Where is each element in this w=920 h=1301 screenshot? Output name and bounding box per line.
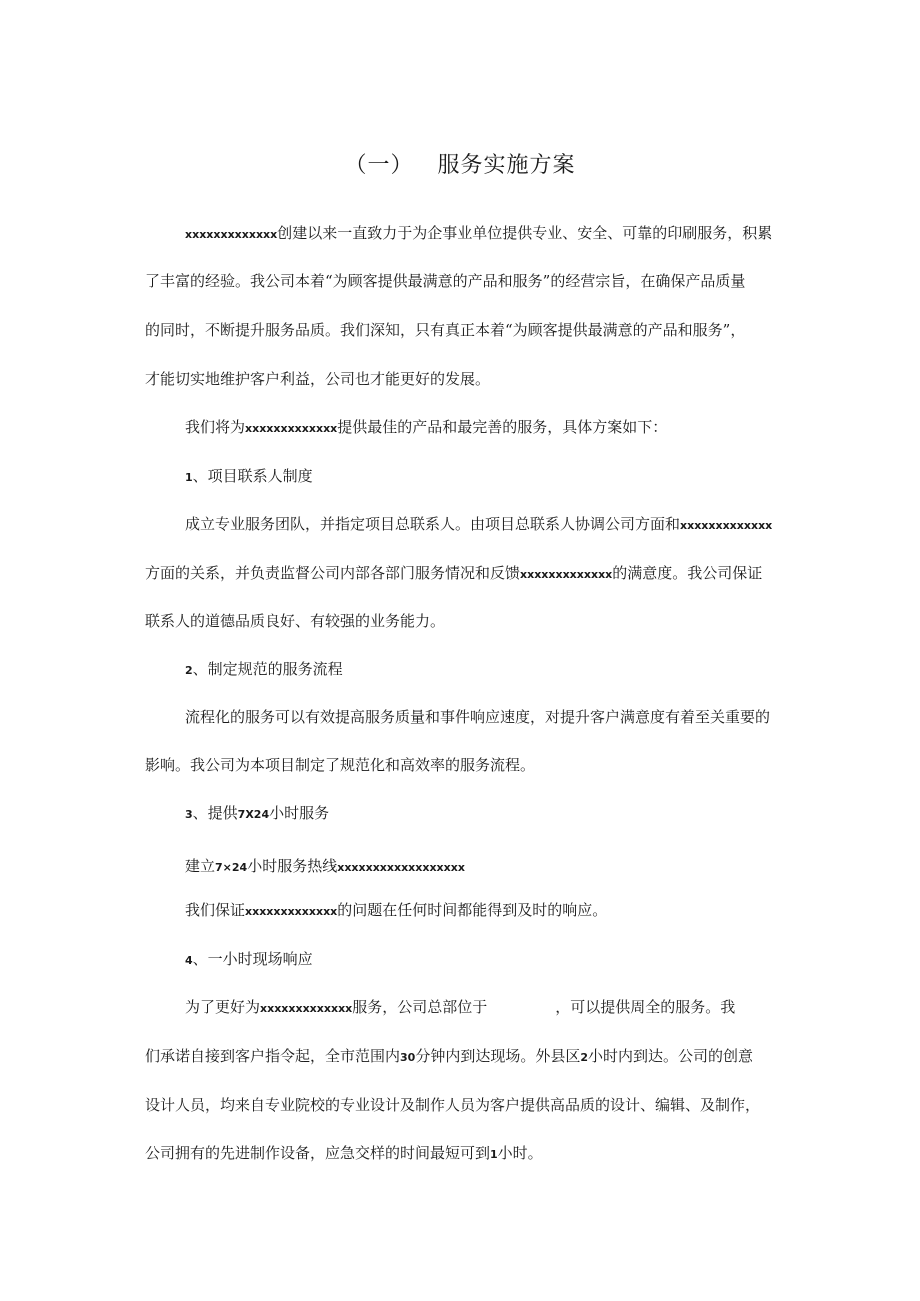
section-1-line-2: 方面的关系，并负责监督公司内部各部门服务情况和反馈xxxxxxxxxxxxx的满意度。我公司保证 xyxy=(145,564,763,582)
intro-line-3: 的同时，不断提升服务品质。我们深知，只有真正本着“为顾客提供最满意的产品和服务”， xyxy=(145,321,746,339)
section-4-heading: 4、一小时现场响应 xyxy=(185,950,313,968)
page-title xyxy=(0,148,920,179)
section-3-heading: 3、提供7X24小时服务 xyxy=(185,804,330,822)
section-4-line-1: 为了更好为xxxxxxxxxxxxx服务，公司总部位于 ，可以提供周全的服务。我 xyxy=(185,998,736,1016)
section-4-line-3: 设计人员，均来自专业院校的专业设计及制作人员为客户提供高品质的设计、编辑、及制作， xyxy=(145,1096,761,1114)
section-2-line-2: 影响。我公司为本项目制定了规范化和高效率的服务流程。 xyxy=(145,756,536,774)
client-placeholder: xxxxxxxxxxxxx xyxy=(245,422,338,435)
section-1-line-3: 联系人的道德品质良好、有较强的业务能力。 xyxy=(145,612,446,630)
intro-line-4: 才能切实地维护客户利益，公司也才能更好的发展。 xyxy=(145,370,491,388)
intro-line-2: 了丰富的经验。我公司本着“为顾客提供最满意的产品和服务”的经营宗旨，在确保产品质量 xyxy=(145,272,746,290)
section-1-heading: 1、项目联系人制度 xyxy=(185,467,313,485)
intro-line-1: xxxxxxxxxxxxx创建以来一直致力于为企事业单位提供专业、安全、可靠的印刷服务，积累 xyxy=(185,224,773,242)
company-placeholder: xxxxxxxxxxxxx xyxy=(185,228,278,241)
section-1-line-1: 成立专业服务团队，并指定项目总联系人。由项目总联系人协调公司方面和xxxxxxxxxxxxx xyxy=(185,515,773,533)
title-number: （一） xyxy=(344,153,414,178)
section-4-line-2: 们承诺自接到客户指令起，全市范围内30分钟内到达现场。外县区2小时内到达。公司的创意 xyxy=(145,1047,754,1065)
section-2-heading: 2、制定规范的服务流程 xyxy=(185,660,343,678)
section-3-line-2: 我们保证xxxxxxxxxxxxx的问题在任何时间都能得到及时的响应。 xyxy=(185,901,608,919)
section-3-line-1: 建立7×24小时服务热线xxxxxxxxxxxxxxxxxx xyxy=(185,857,465,875)
plan-intro: 我们将为xxxxxxxxxxxxx提供最佳的产品和最完善的服务，具体方案如下： xyxy=(185,418,668,436)
title-text: 服务实施方案 xyxy=(437,153,576,178)
section-4-line-4: 公司拥有的先进制作设备，应急交样的时间最短可到1小时。 xyxy=(145,1144,543,1162)
section-2-line-1: 流程化的服务可以有效提高服务质量和事件响应速度，对提升客户满意度有着至关重要的 xyxy=(185,708,771,726)
